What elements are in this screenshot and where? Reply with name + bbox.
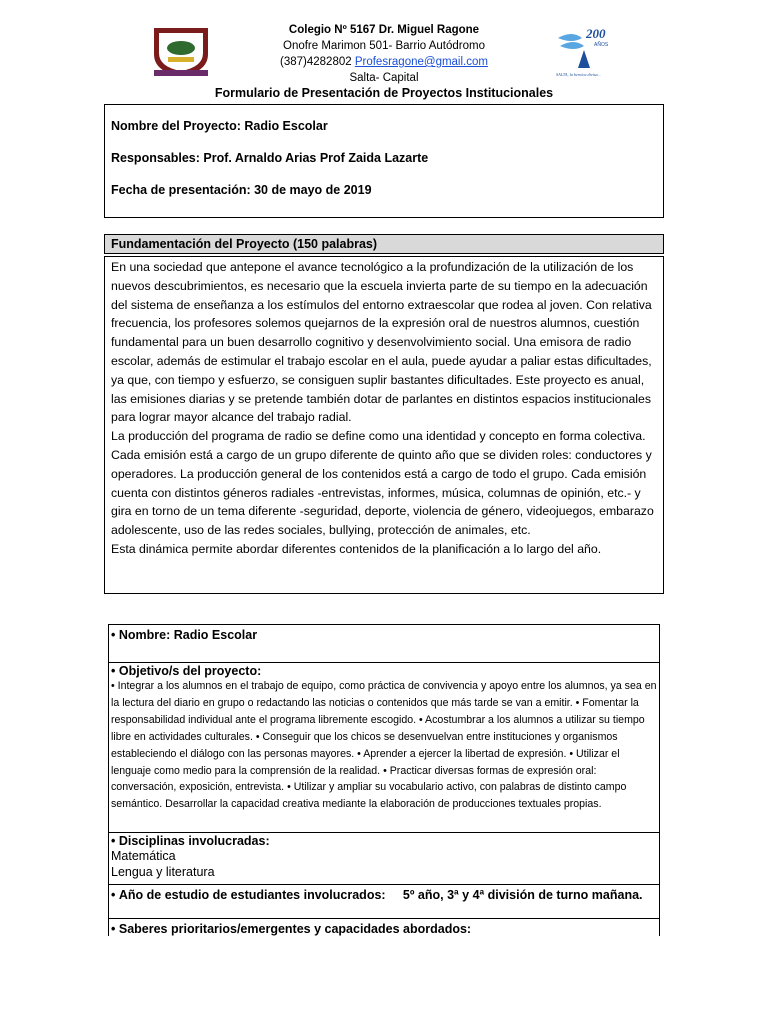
presentation-date: Fecha de presentación: 30 de mayo de 2019 xyxy=(111,183,372,197)
row-anio xyxy=(108,884,660,918)
disciplinas-title: • Disciplinas involucradas: xyxy=(111,834,657,848)
fundamentacion-paragraph-3: Esta dinámica permite abordar diferentes contenidos de la planificación a lo largo del año. xyxy=(111,541,602,556)
responsibles: Responsables: Prof. Arnaldo Arias Prof Zaida Lazarte xyxy=(111,151,429,165)
row-saberes xyxy=(108,918,660,936)
fundamentacion-paragraph-1: En una sociedad que antepone el avance tecnológico a la profundización de la utilización de los nuevos descubrimientos, es necesario que la escuela invierta parte de su tiempo en la adecuación del sistema de enseñanza a los estímulos del entorno extraescolar que rodea al joven. Con relativa frecuencia, los profesores solemos quejarnos de la expresión oral de nuestros alumnos, cuestión fundamental para un buen desarrollo cognitivo y desenvolvimiento social. Una emisora de radio escolar, además de estimular el trabajo escolar en el aula, puede ayudar a paliar estas dificultades, ya que, con tiempo y esfuerzo, se consiguen suplir bastantes dificultades. Este proyecto es anual, las emisiones diarias y se pretende también dotar de parlantes en distintos espacios institucionales para lograr mayor alcance del trabajo radial. xyxy=(111,260,652,425)
letterhead xyxy=(0,22,768,86)
project-info-box xyxy=(104,104,664,218)
objetivos-title: • Objetivo/s del proyecto: xyxy=(111,664,657,678)
row-nombre xyxy=(108,624,660,662)
fundamentacion-title: Fundamentación del Proyecto (150 palabras) xyxy=(104,234,664,254)
form-title: Formulario de Presentación de Proyectos Institucionales xyxy=(214,86,554,100)
fundamentacion-body xyxy=(104,256,664,594)
phone: (387)4282802 xyxy=(280,56,352,68)
objetivos-text: • Integrar a los alumnos en el trabajo de equipo, como práctica de convivencia y apoyo entre los alumnos, ya sea en la lectura del diario en grupo o redactando las noticias o contenidos que más tarde se van a emitir. • Fomentar la responsabilidad individual ante el programa libremente escogido. • Acostumbrar a los alumnos a utilizar su tiempo libre en actividades culturales. • Conseguir que los chicos se desenvuelvan entre instituciones y organismos estableciendo el diálogo con las personas mayores. • Aprender a ejercer la libertad de expresión. • Utilizar el lenguaje como medio para la comprensión de la realidad. • Practicar diversas formas de expresión oral: conversación, exposición, entrevista. • Utilizar y ampliar su vocabulario activo, con palabras de distinto campo semántico. Desarrollar la capacidad creativa mediante la elaboración de producciones textuales propias. xyxy=(111,680,657,811)
city: Salta- Capital xyxy=(349,72,419,84)
disciplina-item: Lengua y literatura xyxy=(111,865,215,879)
row-objetivos xyxy=(108,662,660,832)
disciplina-item: Matemática xyxy=(111,849,176,863)
fundamentacion-paragraph-2: La producción del programa de radio se define como una identidad y concepto en forma colectiva. Cada emisión está a cargo de un grupo diferente de quinto año que se dividen roles: conductores y operadores. La producción general de los contenidos está a cargo de todo el grupo. Cada emisión cuenta con distintos géneros radiales -entrevistas, informes, música, columnas de opinión, etc.- y gira en torno de un tema diferente -seguridad, deporte, violencia de género, videojuegos, embarazo adolescente, uso de las redes sociales, bullying, protección de animales, etc. xyxy=(111,429,654,538)
email-link[interactable]: Profesragone@gmail.com xyxy=(354,56,488,68)
anio-estudio: • Año de estudio de estudiantes involucrados: 5º año, 3ª y 4ª división de turno mañana. xyxy=(111,888,643,902)
logo-anos-text: AÑOS xyxy=(594,42,609,48)
school-address: Onofre Marimon 501- Barrio Autódromo xyxy=(283,40,485,52)
logo-200-text: 200 xyxy=(586,26,606,41)
contact-line xyxy=(0,54,768,70)
project-details-table xyxy=(108,624,660,936)
nombre-field: • Nombre: Radio Escolar xyxy=(111,628,257,642)
logo-caption: SALTA, la heroica divisa... xyxy=(556,72,601,77)
project-name: Nombre del Proyecto: Radio Escolar xyxy=(111,119,328,133)
school-name: Colegio Nº 5167 Dr. Miguel Ragone xyxy=(288,24,480,36)
saberes-title: • Saberes prioritarios/emergentes y capacidades abordados: xyxy=(111,922,471,936)
row-disciplinas xyxy=(108,832,660,884)
